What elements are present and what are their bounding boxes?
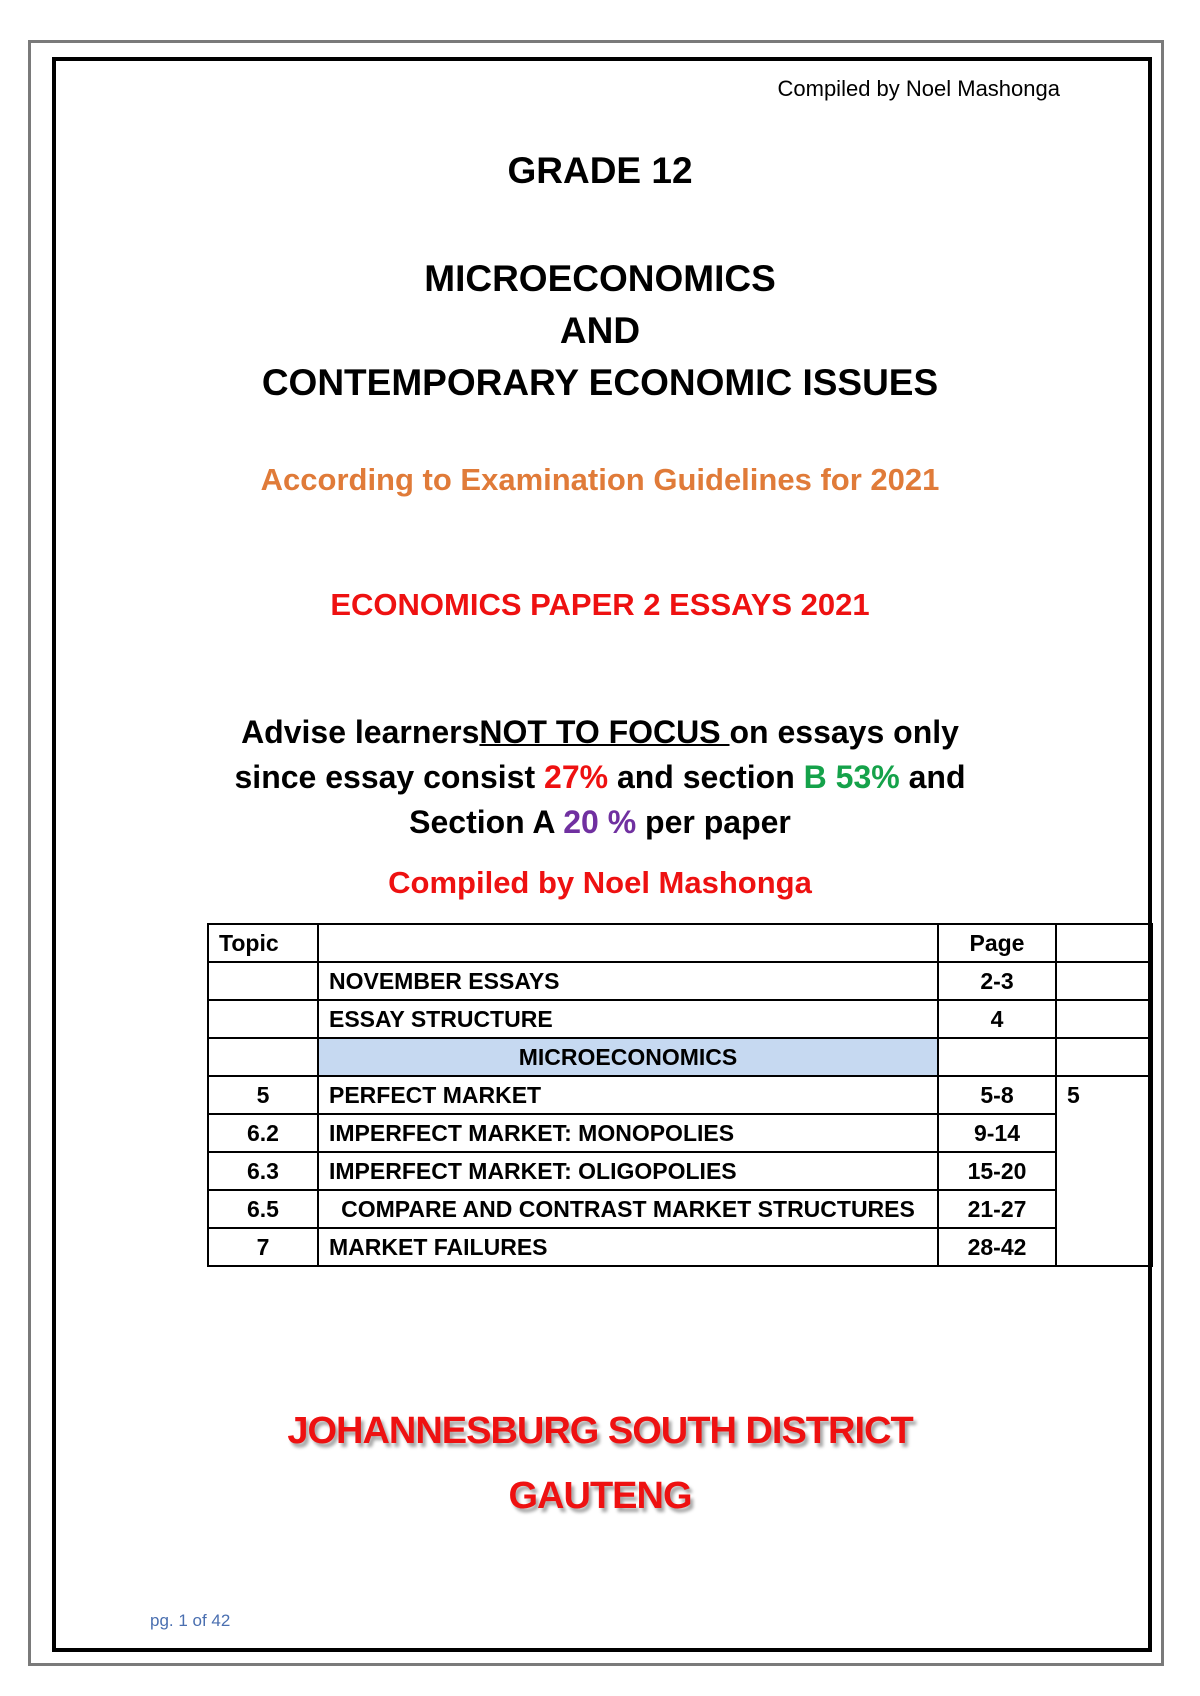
essay-percent: 27% [544, 759, 609, 795]
row-extra [1056, 1038, 1152, 1076]
row-page: 5-8 [938, 1076, 1056, 1114]
row-desc: MARKET FAILURES [318, 1228, 938, 1266]
table-row [208, 1114, 1152, 1152]
guidelines-subtitle: According to Examination Guidelines for 2021 [260, 462, 940, 497]
page-number: pg. 1 of 42 [150, 1611, 231, 1630]
header-topic: Topic [208, 924, 318, 962]
header-desc [318, 924, 938, 962]
row-desc: IMPERFECT MARKET: OLIGOPOLIES [318, 1152, 938, 1190]
table-header-row [208, 924, 1152, 962]
row-extra [1056, 962, 1152, 1000]
row-page: 2-3 [938, 962, 1056, 1000]
table-section-row [208, 1038, 1152, 1076]
row-topic [208, 1000, 318, 1038]
row-topic: 7 [208, 1228, 318, 1266]
row-page: 15-20 [938, 1152, 1056, 1190]
advise-text: since essay consist [234, 759, 545, 795]
row-topic: 6.3 [208, 1152, 318, 1190]
row-desc: COMPARE AND CONTRAST MARKET STRUCTURES [318, 1190, 938, 1228]
advise-text: Advise learners [241, 714, 480, 750]
header-page: Page [938, 924, 1056, 962]
row-topic [208, 962, 318, 1000]
section-a-percent: 20 % [563, 804, 637, 840]
header-note: Compiled by Noel Mashonga [777, 76, 1060, 101]
advise-text: on essays only [729, 714, 959, 750]
grade-title: GRADE 12 [507, 150, 693, 191]
table-row [208, 1076, 1152, 1114]
advise-emphasis: NOT TO FOCUS [479, 714, 730, 750]
header-extra [1056, 924, 1152, 962]
table-row [208, 1190, 1152, 1228]
contents-table [207, 923, 1153, 1267]
section-heading: MICROECONOMICS [318, 1038, 938, 1076]
advise-line-3 [0, 800, 1200, 845]
row-desc: ESSAY STRUCTURE [318, 1000, 938, 1038]
row-page: 28-42 [938, 1228, 1056, 1266]
row-page [938, 1038, 1056, 1076]
row-topic: 5 [208, 1076, 318, 1114]
advise-text: per paper [636, 804, 791, 840]
row-topic: 6.2 [208, 1114, 318, 1152]
table-row [208, 962, 1152, 1000]
section-b-percent: B 53% [803, 759, 900, 795]
advise-text: and section [608, 759, 804, 795]
paper-title: ECONOMICS PAPER 2 ESSAYS 2021 [330, 587, 870, 622]
advise-note [0, 710, 1200, 845]
advise-line-1 [0, 710, 1200, 755]
title-line-2: AND [559, 310, 641, 351]
row-page: 9-14 [938, 1114, 1056, 1152]
table-row [208, 1228, 1152, 1266]
main-title [0, 253, 1200, 409]
advise-text: Section A [409, 804, 564, 840]
table-row [208, 1000, 1152, 1038]
title-line-1: MICROECONOMICS [424, 258, 776, 299]
row-desc: NOVEMBER ESSAYS [318, 962, 938, 1000]
advise-text: and [899, 759, 966, 795]
title-line-3: CONTEMPORARY ECONOMIC ISSUES [261, 362, 939, 403]
row-extra [1056, 1000, 1152, 1038]
province-name: GAUTENG [508, 1475, 692, 1517]
row-topic [208, 1038, 318, 1076]
row-page: 21-27 [938, 1190, 1056, 1228]
district-name: JOHANNESBURG SOUTH DISTRICT [287, 1410, 913, 1452]
advise-line-2 [0, 755, 1200, 800]
table-row [208, 1152, 1152, 1190]
row-desc: PERFECT MARKET [318, 1076, 938, 1114]
row-topic: 6.5 [208, 1190, 318, 1228]
row-extra: 5 [1056, 1076, 1152, 1266]
row-page: 4 [938, 1000, 1056, 1038]
row-desc: IMPERFECT MARKET: MONOPOLIES [318, 1114, 938, 1152]
compiled-by: Compiled by Noel Mashonga [388, 865, 812, 900]
